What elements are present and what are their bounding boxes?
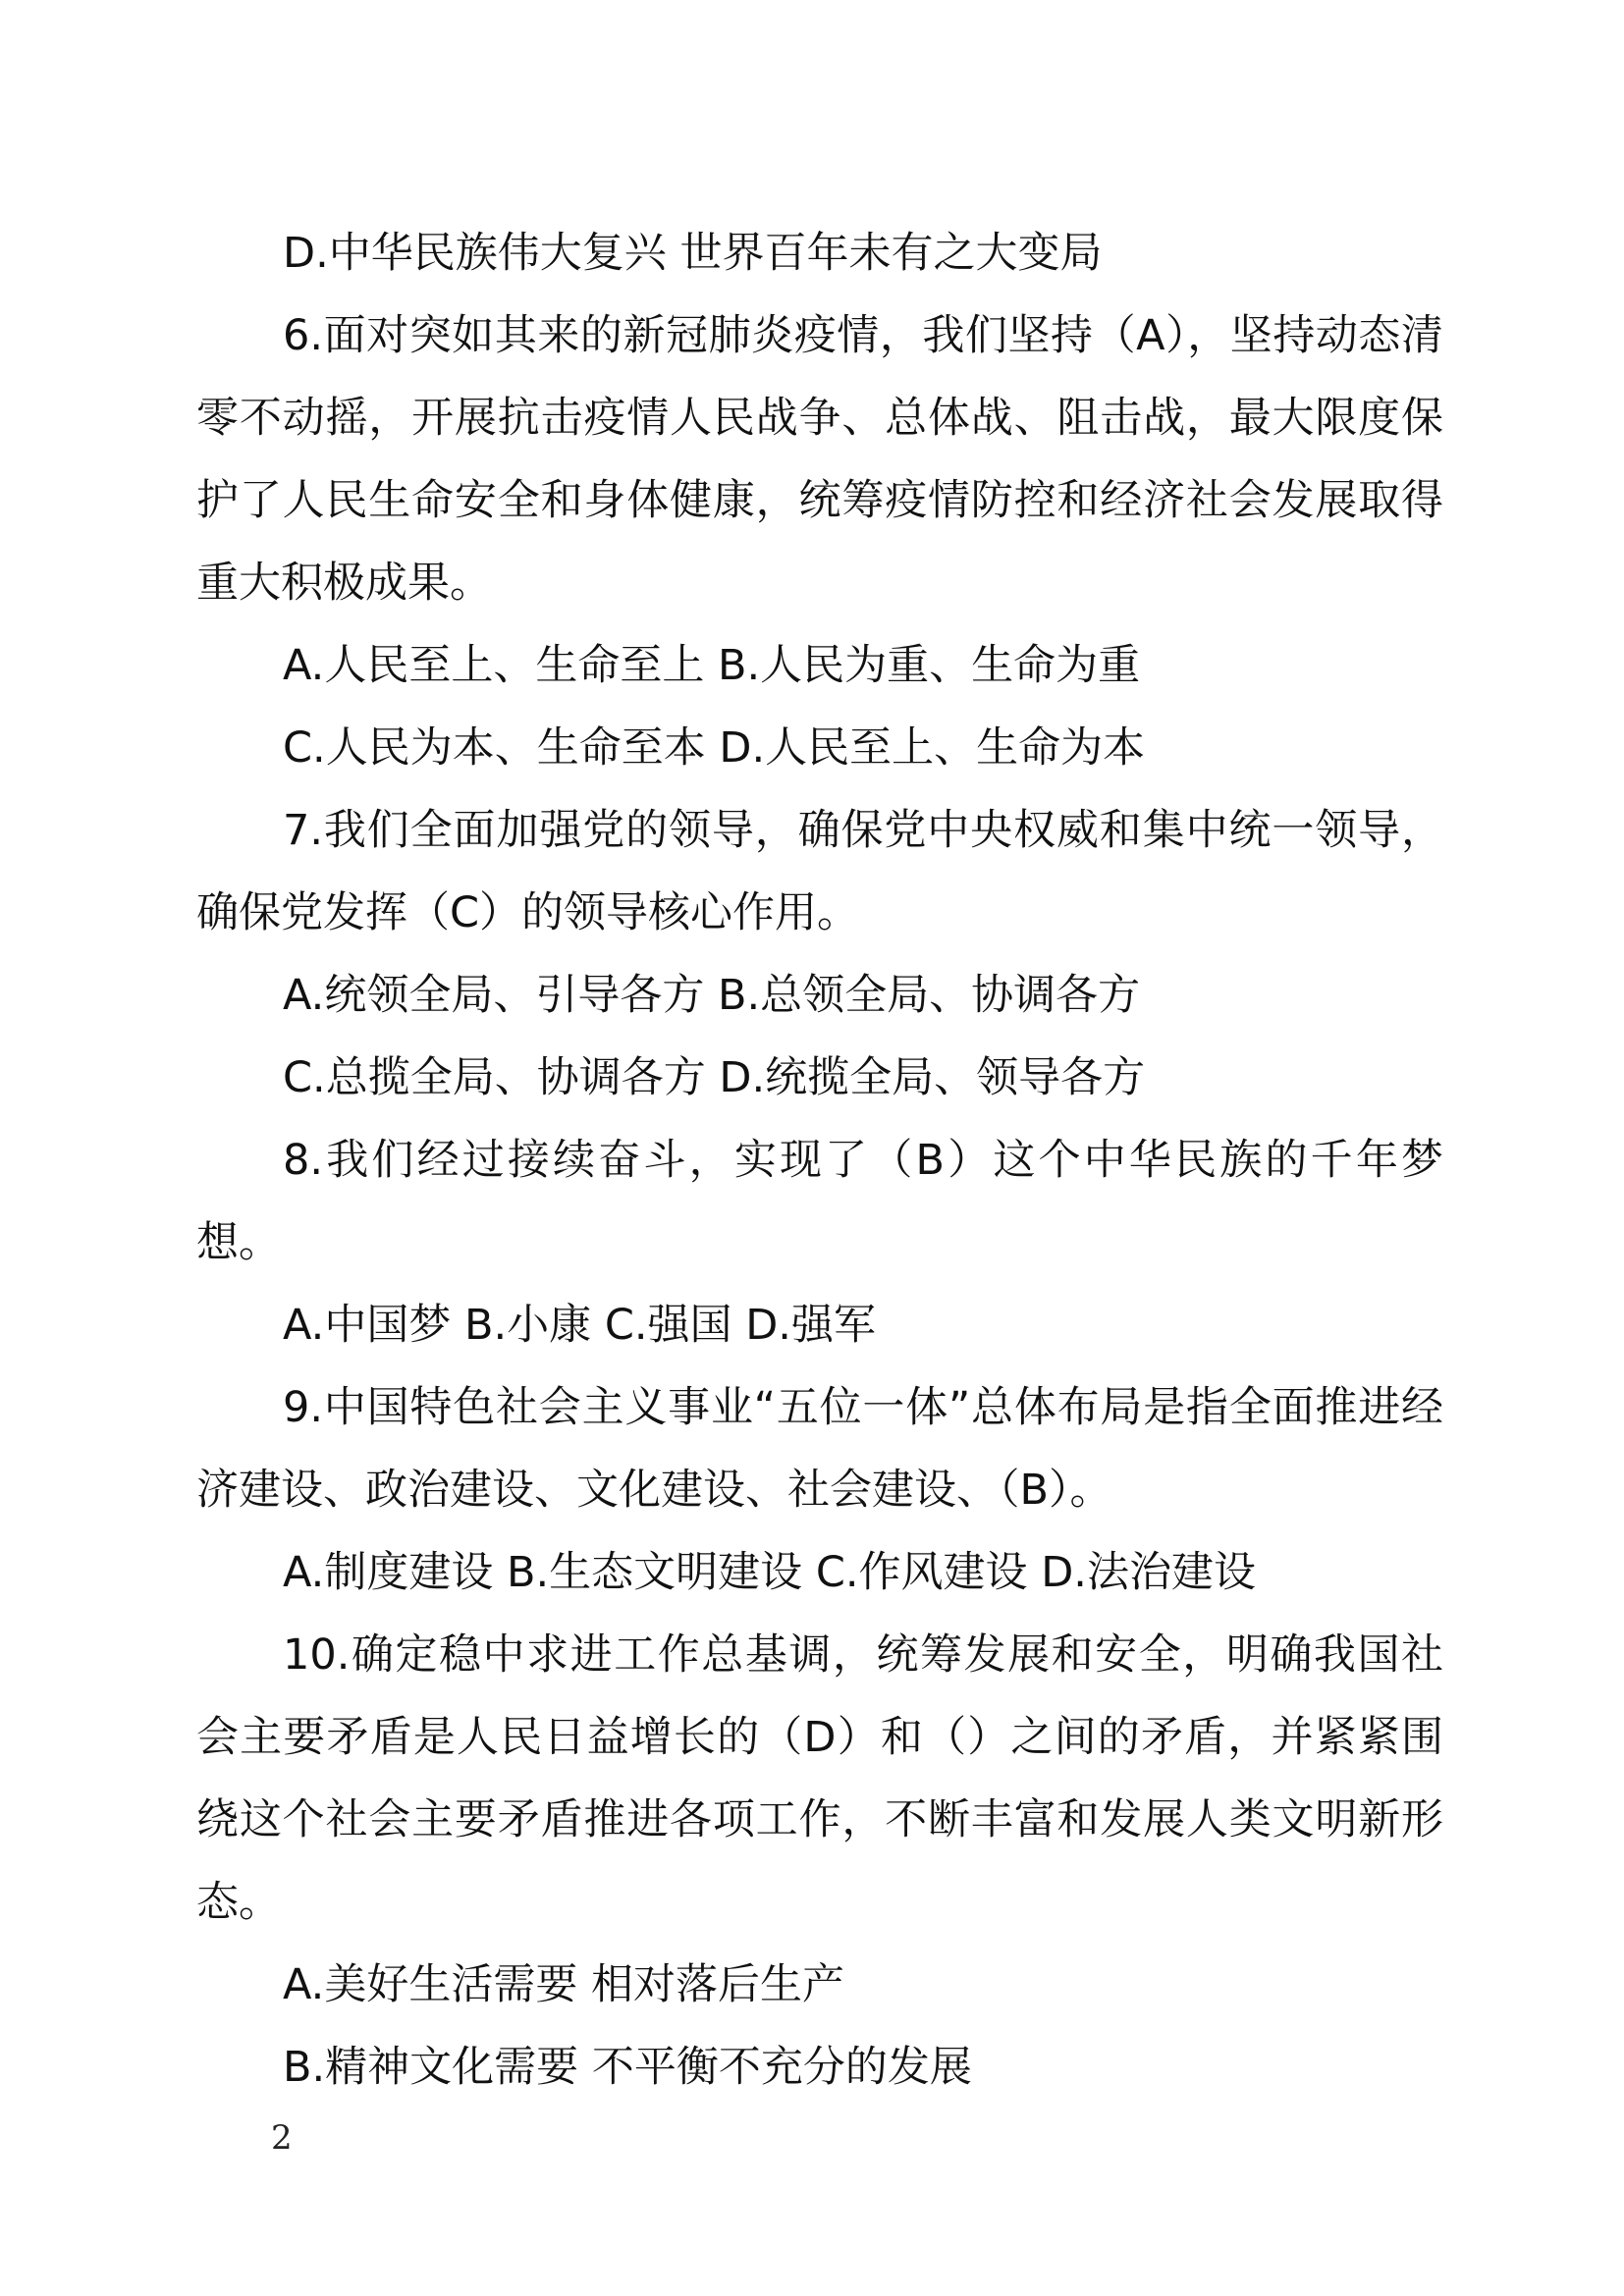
page-number: 2 [271,2118,293,2158]
question-9: 9.中国特色社会主义事业“五位一体”总体布局是指全面推进经济建设、政治建设、文化建设、社会建设、（B）。 [196,1383,1443,1515]
q10-option-a: A.美好生活需要 相对落后生产 [283,1960,844,2009]
question-10: 10.确定稳中求进工作总基调，统筹发展和安全，明确我国社会主要矛盾是人民日益增长的（D）和（）之间的矛盾，并紧紧围绕这个社会主要矛盾推进各项工作，不断丰富和发展人类文明新形态。 [196,1630,1443,1927]
question-6: 6.面对突如其来的新冠肺炎疫情，我们坚持（A），坚持动态清零不动摇，开展抗击疫情人民战争、总体战、阻击战，最大限度保护了人民生命安全和身体健康，统筹疫情防控和经济社会发展取得重大积极成果。 [196,311,1443,608]
question-8: 8.我们经过接续奋斗，实现了（B）这个中华民族的千年梦想。 [196,1136,1443,1267]
q6-options-ab: A.人民至上、生命至上 B.人民为重、生命为重 [283,641,1141,690]
q7-options-cd: C.总揽全局、协调各方 D.统揽全局、领导各方 [283,1053,1146,1102]
q8-options: A.中国梦 B.小康 C.强国 D.强军 [283,1301,876,1350]
q6-options-cd: C.人民为本、生命至本 D.人民至上、生命为本 [283,723,1146,773]
document-body [196,212,1443,2109]
q7-options-ab: A.统领全局、引导各方 B.总领全局、协调各方 [283,971,1141,1020]
q9-options: A.制度建设 B.生态文明建设 C.作风建设 D.法治建设 [283,1548,1256,1597]
question-7: 7.我们全面加强党的领导，确保党中央权威和集中统一领导，确保党发挥（C）的领导核心作用。 [196,806,1443,937]
q5-option-d: D.中华民族伟大复兴 世界百年未有之大变局 [283,229,1103,278]
q10-option-b: B.精神文化需要 不平衡不充分的发展 [283,2043,972,2092]
